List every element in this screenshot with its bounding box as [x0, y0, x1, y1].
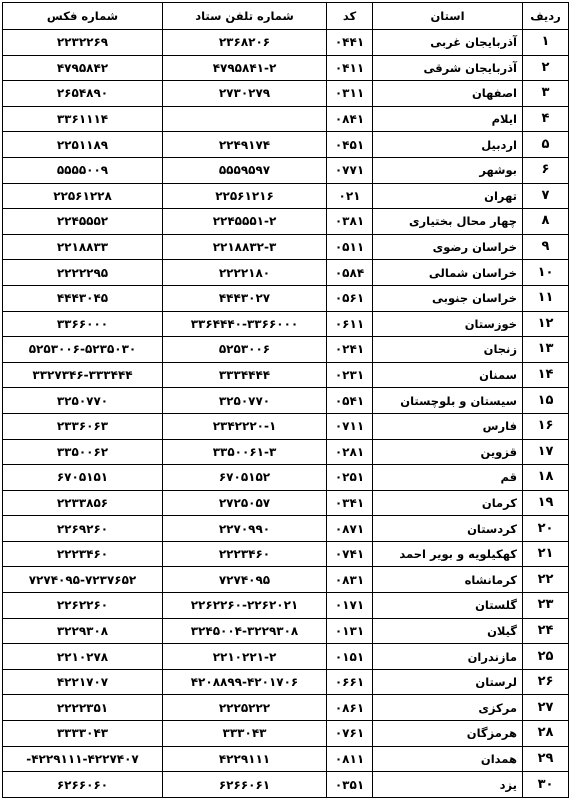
row-number-cell: ۱۰	[523, 260, 569, 286]
table-row	[3, 567, 569, 593]
area-code-cell: ۰۲۸۱	[327, 439, 373, 465]
province-cell: همدان	[373, 746, 523, 772]
table-row	[3, 772, 569, 798]
table-row	[3, 260, 569, 286]
table-row	[3, 695, 569, 721]
province-cell: فارس	[373, 413, 523, 439]
phone-cell: ۲۲۱۰۲۲۱-۲	[163, 644, 327, 670]
header-row-number: ردیف	[523, 3, 569, 30]
row-number-cell: ۱۱	[523, 285, 569, 311]
table-row	[3, 30, 569, 56]
phone-cell: ۲۲۱۸۸۳۲-۳	[163, 234, 327, 260]
province-cell: کهکیلویه و بویر احمد	[373, 541, 523, 567]
fax-cell: ۲۲۶۹۲۶۰	[3, 516, 163, 542]
phone-cell: ۳۳۳۴۴۴۴	[163, 362, 327, 388]
area-code-cell: ۰۱۳۱	[327, 618, 373, 644]
province-cell: مرکزی	[373, 695, 523, 721]
fax-cell: ۳۳۶۱۱۱۴	[3, 106, 163, 132]
area-code-cell: ۰۵۶۱	[327, 285, 373, 311]
fax-cell: ۲۲۵۱۱۸۹	[3, 132, 163, 158]
area-code-cell: ۰۱۷۱	[327, 593, 373, 619]
row-number-cell: ۲۰	[523, 516, 569, 542]
table-row	[3, 618, 569, 644]
table-row	[3, 81, 569, 107]
table-row	[3, 541, 569, 567]
fax-cell: ۵۵۵۵۰۰۹	[3, 157, 163, 183]
header-province: استان	[373, 3, 523, 30]
area-code-cell: ۰۴۱۱	[327, 55, 373, 81]
area-code-cell: ۰۳۱۱	[327, 81, 373, 107]
row-number-cell: ۴	[523, 106, 569, 132]
row-number-cell: ۱۸	[523, 465, 569, 491]
province-cell: سمنان	[373, 362, 523, 388]
province-cell: چهار محال بختیاری	[373, 209, 523, 235]
province-cell: خراسان رضوی	[373, 234, 523, 260]
fax-cell: ۲۲۳۳۸۵۶	[3, 490, 163, 516]
table-row	[3, 465, 569, 491]
row-number-cell: ۱۳	[523, 337, 569, 363]
area-code-cell: ۰۵۸۴	[327, 260, 373, 286]
fax-cell: ۶۲۶۶۰۶۰	[3, 772, 163, 798]
area-code-cell: ۰۴۴۱	[327, 30, 373, 56]
fax-cell: ۴۲۲۱۷۰۷	[3, 669, 163, 695]
table-row	[3, 746, 569, 772]
phone-cell: ۳۳۳۰۴۳	[163, 721, 327, 747]
row-number-cell: ۲۷	[523, 695, 569, 721]
province-cell: خوزستان	[373, 311, 523, 337]
phone-cell: ۲۲۲۲۱۸۰	[163, 260, 327, 286]
fax-cell: ۳۳۳۳۰۴۳	[3, 721, 163, 747]
province-cell: تهران	[373, 183, 523, 209]
row-number-cell: ۱۵	[523, 388, 569, 414]
row-number-cell: ۷	[523, 183, 569, 209]
province-cell: آذربایجان شرقی	[373, 55, 523, 81]
area-code-cell: ۰۷۴۱	[327, 541, 373, 567]
phone-cell: ۶۷۰۵۱۵۲	[163, 465, 327, 491]
table-row	[3, 439, 569, 465]
row-number-cell: ۲	[523, 55, 569, 81]
province-cell: کرمان	[373, 490, 523, 516]
area-code-cell: ۰۲۱	[327, 183, 373, 209]
row-number-cell: ۳	[523, 81, 569, 107]
row-number-cell: ۲۱	[523, 541, 569, 567]
phone-cell: ۳۲۵۰۷۷۰	[163, 388, 327, 414]
row-number-cell: ۲۵	[523, 644, 569, 670]
phone-cell: ۳۲۴۵۰۰۴-۳۲۲۹۳۰۸	[163, 618, 327, 644]
row-number-cell: ۸	[523, 209, 569, 235]
province-cell: مازندران	[373, 644, 523, 670]
fax-cell: ۳۲۲۹۳۰۸	[3, 618, 163, 644]
phone-cell: ۲۳۴۲۲۲۰-۱	[163, 413, 327, 439]
row-number-cell: ۵	[523, 132, 569, 158]
table-row	[3, 183, 569, 209]
header-row	[3, 3, 569, 30]
table-row	[3, 55, 569, 81]
area-code-cell: ۰۸۳۱	[327, 567, 373, 593]
fax-cell: ۲۲۴۵۵۵۲	[3, 209, 163, 235]
row-number-cell: ۱۶	[523, 413, 569, 439]
area-code-cell: ۰۲۴۱	[327, 337, 373, 363]
header-code: کد	[327, 3, 373, 30]
table-row	[3, 516, 569, 542]
province-cell: سیستان و بلوچستان	[373, 388, 523, 414]
province-cell: کردستان	[373, 516, 523, 542]
header-phone: شماره تلفن ستاد	[163, 3, 327, 30]
phone-cell: ۲۲۲۳۴۶۰	[163, 541, 327, 567]
area-code-cell: ۰۵۴۱	[327, 388, 373, 414]
province-cell: کرمانشاه	[373, 567, 523, 593]
area-code-cell: ۰۸۷۱	[327, 516, 373, 542]
fax-cell: ۲۲۱۸۸۳۳	[3, 234, 163, 260]
fax-cell: ۲۲۲۳۴۶۰	[3, 541, 163, 567]
row-number-cell: ۱۷	[523, 439, 569, 465]
province-cell: گیلان	[373, 618, 523, 644]
table-row	[3, 234, 569, 260]
phone-cell: ۳۳۶۴۴۴۰-۳۳۶۶۰۰۰	[163, 311, 327, 337]
table-row	[3, 209, 569, 235]
phone-cell: ۲۲۶۲۲۶۰-۲۲۶۲۰۲۱	[163, 593, 327, 619]
phone-cell: ۴۲۲۹۱۱۱	[163, 746, 327, 772]
fax-cell: ۷۲۷۴۰۹۵-۷۲۳۷۶۵۲	[3, 567, 163, 593]
table-header	[3, 3, 569, 30]
phone-cell: ۵۲۵۳۰۰۶	[163, 337, 327, 363]
table-row	[3, 311, 569, 337]
fax-cell: ۲۲۵۶۱۲۲۸	[3, 183, 163, 209]
area-code-cell: ۰۳۵۱	[327, 772, 373, 798]
area-code-cell: ۰۷۶۱	[327, 721, 373, 747]
row-number-cell: ۶	[523, 157, 569, 183]
row-number-cell: ۳۰	[523, 772, 569, 798]
row-number-cell: ۱۹	[523, 490, 569, 516]
fax-cell: ۶۷۰۵۱۵۱	[3, 465, 163, 491]
phone-cell: ۶۲۶۶۰۶۱	[163, 772, 327, 798]
area-code-cell: ۰۷۱۱	[327, 413, 373, 439]
phone-cell: ۲۳۶۸۲۰۶	[163, 30, 327, 56]
fax-cell: ۳۳۲۷۳۴۶-۳۳۳۴۴۴	[3, 362, 163, 388]
fax-cell: ۲۲۳۲۲۶۹	[3, 30, 163, 56]
phone-cell: ۲۷۳۰۲۷۹	[163, 81, 327, 107]
province-cell: قم	[373, 465, 523, 491]
phone-cell: ۴۲۰۸۸۹۹-۴۲۰۱۷۰۶	[163, 669, 327, 695]
fax-cell: ۲۶۵۴۸۹۰	[3, 81, 163, 107]
row-number-cell: ۲۲	[523, 567, 569, 593]
area-code-cell: ۰۱۵۱	[327, 644, 373, 670]
row-number-cell: ۱	[523, 30, 569, 56]
fax-cell: ۳۲۵۰۷۷۰	[3, 388, 163, 414]
area-code-cell: ۰۸۱۱	[327, 746, 373, 772]
phone-cell: ۲۲۲۵۲۲۲	[163, 695, 327, 721]
row-number-cell: ۹	[523, 234, 569, 260]
table-row	[3, 413, 569, 439]
table-row	[3, 644, 569, 670]
phone-cell: ۳۳۵۰۰۶۱-۳	[163, 439, 327, 465]
phone-cell	[163, 106, 327, 132]
fax-cell: ۲۲۱۰۲۷۸	[3, 644, 163, 670]
fax-cell: ۵۲۵۳۰۰۶-۵۲۳۵۰۳۰	[3, 337, 163, 363]
fax-cell: ۲۲۶۲۲۶۰	[3, 593, 163, 619]
table-row	[3, 362, 569, 388]
province-cell: آذربایجان غربی	[373, 30, 523, 56]
phone-cell: ۲۲۵۶۱۲۱۶	[163, 183, 327, 209]
table-row	[3, 721, 569, 747]
province-cell: زنجان	[373, 337, 523, 363]
fax-cell: ۴۲۲۹۱۱۱-۴۲۲۷۴۰۷-	[3, 746, 163, 772]
province-cell: ایلام	[373, 106, 523, 132]
area-code-cell: ۰۶۱۱	[327, 311, 373, 337]
area-code-cell: ۰۸۴۱	[327, 106, 373, 132]
row-number-cell: ۱۴	[523, 362, 569, 388]
table-row	[3, 337, 569, 363]
province-cell: قزوین	[373, 439, 523, 465]
phone-cell: ۲۲۴۵۵۵۱-۲	[163, 209, 327, 235]
area-code-cell: ۰۳۴۱	[327, 490, 373, 516]
table-row	[3, 388, 569, 414]
area-code-cell: ۰۸۶۱	[327, 695, 373, 721]
province-cell: اصفهان	[373, 81, 523, 107]
table-row	[3, 132, 569, 158]
table-row	[3, 593, 569, 619]
table-row	[3, 669, 569, 695]
area-code-cell: ۰۶۶۱	[327, 669, 373, 695]
phone-cell: ۲۷۲۵۰۵۷	[163, 490, 327, 516]
row-number-cell: ۲۳	[523, 593, 569, 619]
area-code-cell: ۰۵۱۱	[327, 234, 373, 260]
table-row	[3, 106, 569, 132]
row-number-cell: ۲۹	[523, 746, 569, 772]
fax-cell: ۳۳۵۰۰۶۲	[3, 439, 163, 465]
area-code-cell: ۰۳۸۱	[327, 209, 373, 235]
phone-cell: ۲۲۴۹۱۷۴	[163, 132, 327, 158]
table-row	[3, 285, 569, 311]
province-cell: خراسان شمالی	[373, 260, 523, 286]
phone-cell: ۴۴۴۳۰۲۷	[163, 285, 327, 311]
province-cell: خراسان جنوبی	[373, 285, 523, 311]
row-number-cell: ۲۴	[523, 618, 569, 644]
fax-cell: ۴۷۹۵۸۴۲	[3, 55, 163, 81]
phone-cell: ۷۲۷۴۰۹۵	[163, 567, 327, 593]
province-cell: گلستان	[373, 593, 523, 619]
province-cell: هرمزگان	[373, 721, 523, 747]
area-code-cell: ۰۲۵۱	[327, 465, 373, 491]
area-code-cell: ۰۲۳۱	[327, 362, 373, 388]
row-number-cell: ۲۸	[523, 721, 569, 747]
fax-cell: ۲۲۲۲۳۵۱	[3, 695, 163, 721]
area-code-cell: ۰۷۷۱	[327, 157, 373, 183]
row-number-cell: ۱۲	[523, 311, 569, 337]
phone-cell: ۲۲۷۰۹۹۰	[163, 516, 327, 542]
area-code-cell: ۰۴۵۱	[327, 132, 373, 158]
fax-cell: ۴۴۴۳۰۴۵	[3, 285, 163, 311]
table-row	[3, 490, 569, 516]
province-cell: اردبیل	[373, 132, 523, 158]
header-fax: شماره فکس	[3, 3, 163, 30]
province-cell: لرستان	[373, 669, 523, 695]
row-number-cell: ۲۶	[523, 669, 569, 695]
fax-cell: ۳۳۶۶۰۰۰	[3, 311, 163, 337]
contact-table	[2, 2, 569, 798]
table-row	[3, 157, 569, 183]
phone-cell: ۴۷۹۵۸۴۱-۲	[163, 55, 327, 81]
table-body	[3, 30, 569, 798]
province-cell: یزد	[373, 772, 523, 798]
fax-cell: ۲۲۲۲۲۹۵	[3, 260, 163, 286]
province-cell: بوشهر	[373, 157, 523, 183]
phone-cell: ۵۵۵۹۵۹۷	[163, 157, 327, 183]
fax-cell: ۲۳۳۶۰۶۳	[3, 413, 163, 439]
